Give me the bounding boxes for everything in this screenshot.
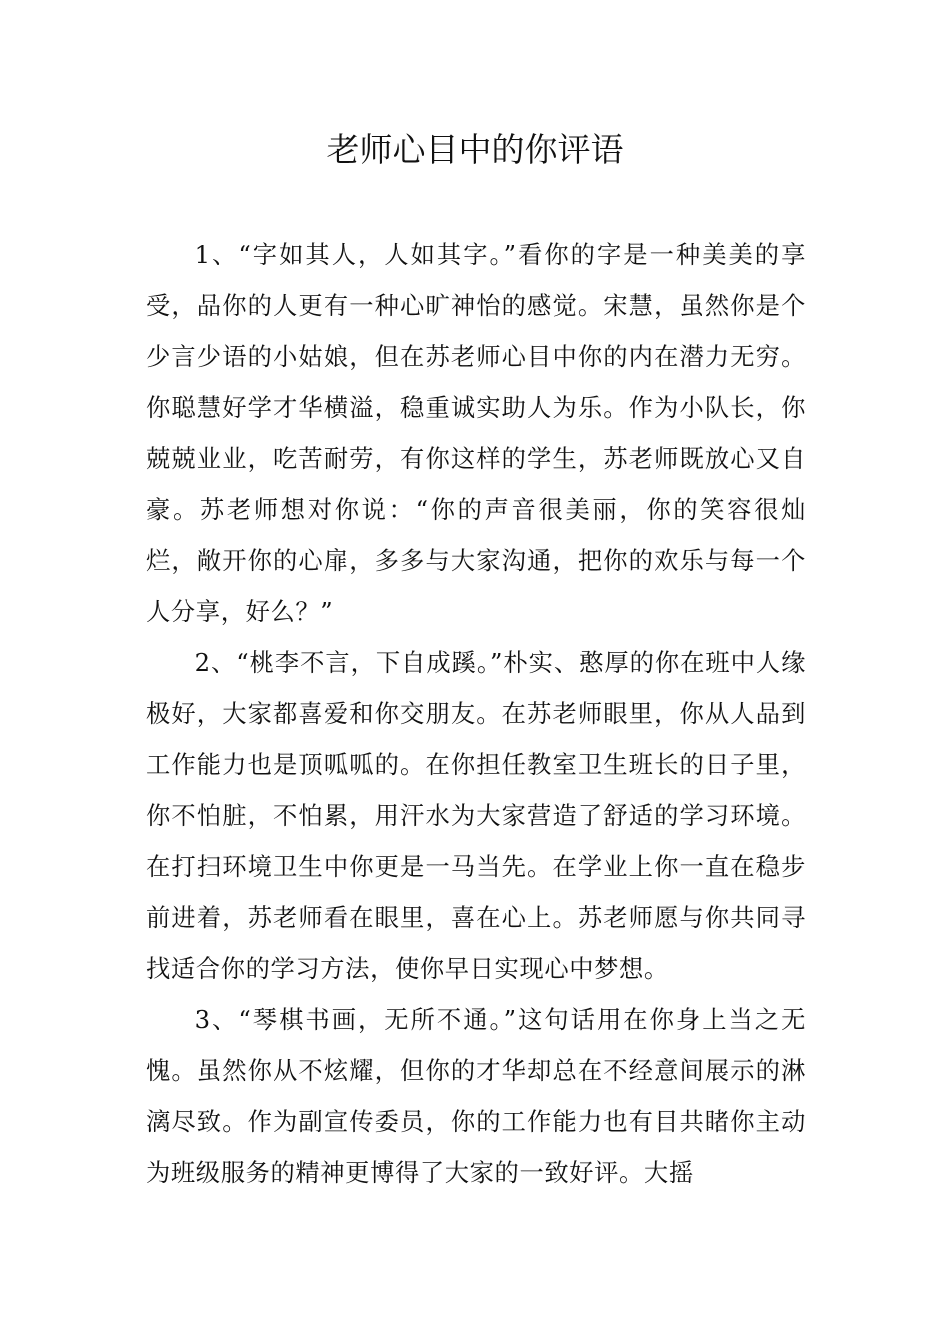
document-title: 老师心目中的你评语 xyxy=(326,130,624,169)
paragraph-3: 3、“琴棋书画，无所不通。”这句话用在你身上当之无愧。虽然你从不炫耀，但你的才华却总在不经意间展示的淋漓尽致。作为副宣传委员，你的工作能力也有目共睹你主动为班级服务的精神更博得了大家的一致好评。大摇 xyxy=(146,1005,806,1187)
paragraph-1: 1、“字如其人，人如其字。”看你的字是一种美美的享受，品你的人更有一种心旷神怡的感觉。宋慧，虽然你是个少言少语的小姑娘，但在苏老师心目中你的内在潜力无穷。你聪慧好学才华横溢，稳重诚实助人为乐。作为小队长，你兢兢业业，吃苦耐劳，有你这样的学生，苏老师既放心又自豪。苏老师想对你说：“你的声音很美丽，你的笑容很灿烂，敞开你的心扉，多多与大家沟通，把你的欢乐与每一个人分享，好么？” xyxy=(146,240,806,626)
paragraph-2: 2、“桃李不言，下自成蹊。”朴实、憨厚的你在班中人缘极好，大家都喜爱和你交朋友。在苏老师眼里，你从人品到工作能力也是顶呱呱的。在你担任教室卫生班长的日子里，你不怕脏，不怕累，用汗水为大家营造了舒适的学习环境。在打扫环境卫生中你更是一马当先。在学业上你一直在稳步前进着，苏老师看在眼里，喜在心上。苏老师愿与你共同寻找适合你的学习方法，使你早日实现心中梦想。 xyxy=(146,648,806,983)
document-body xyxy=(146,229,806,1198)
